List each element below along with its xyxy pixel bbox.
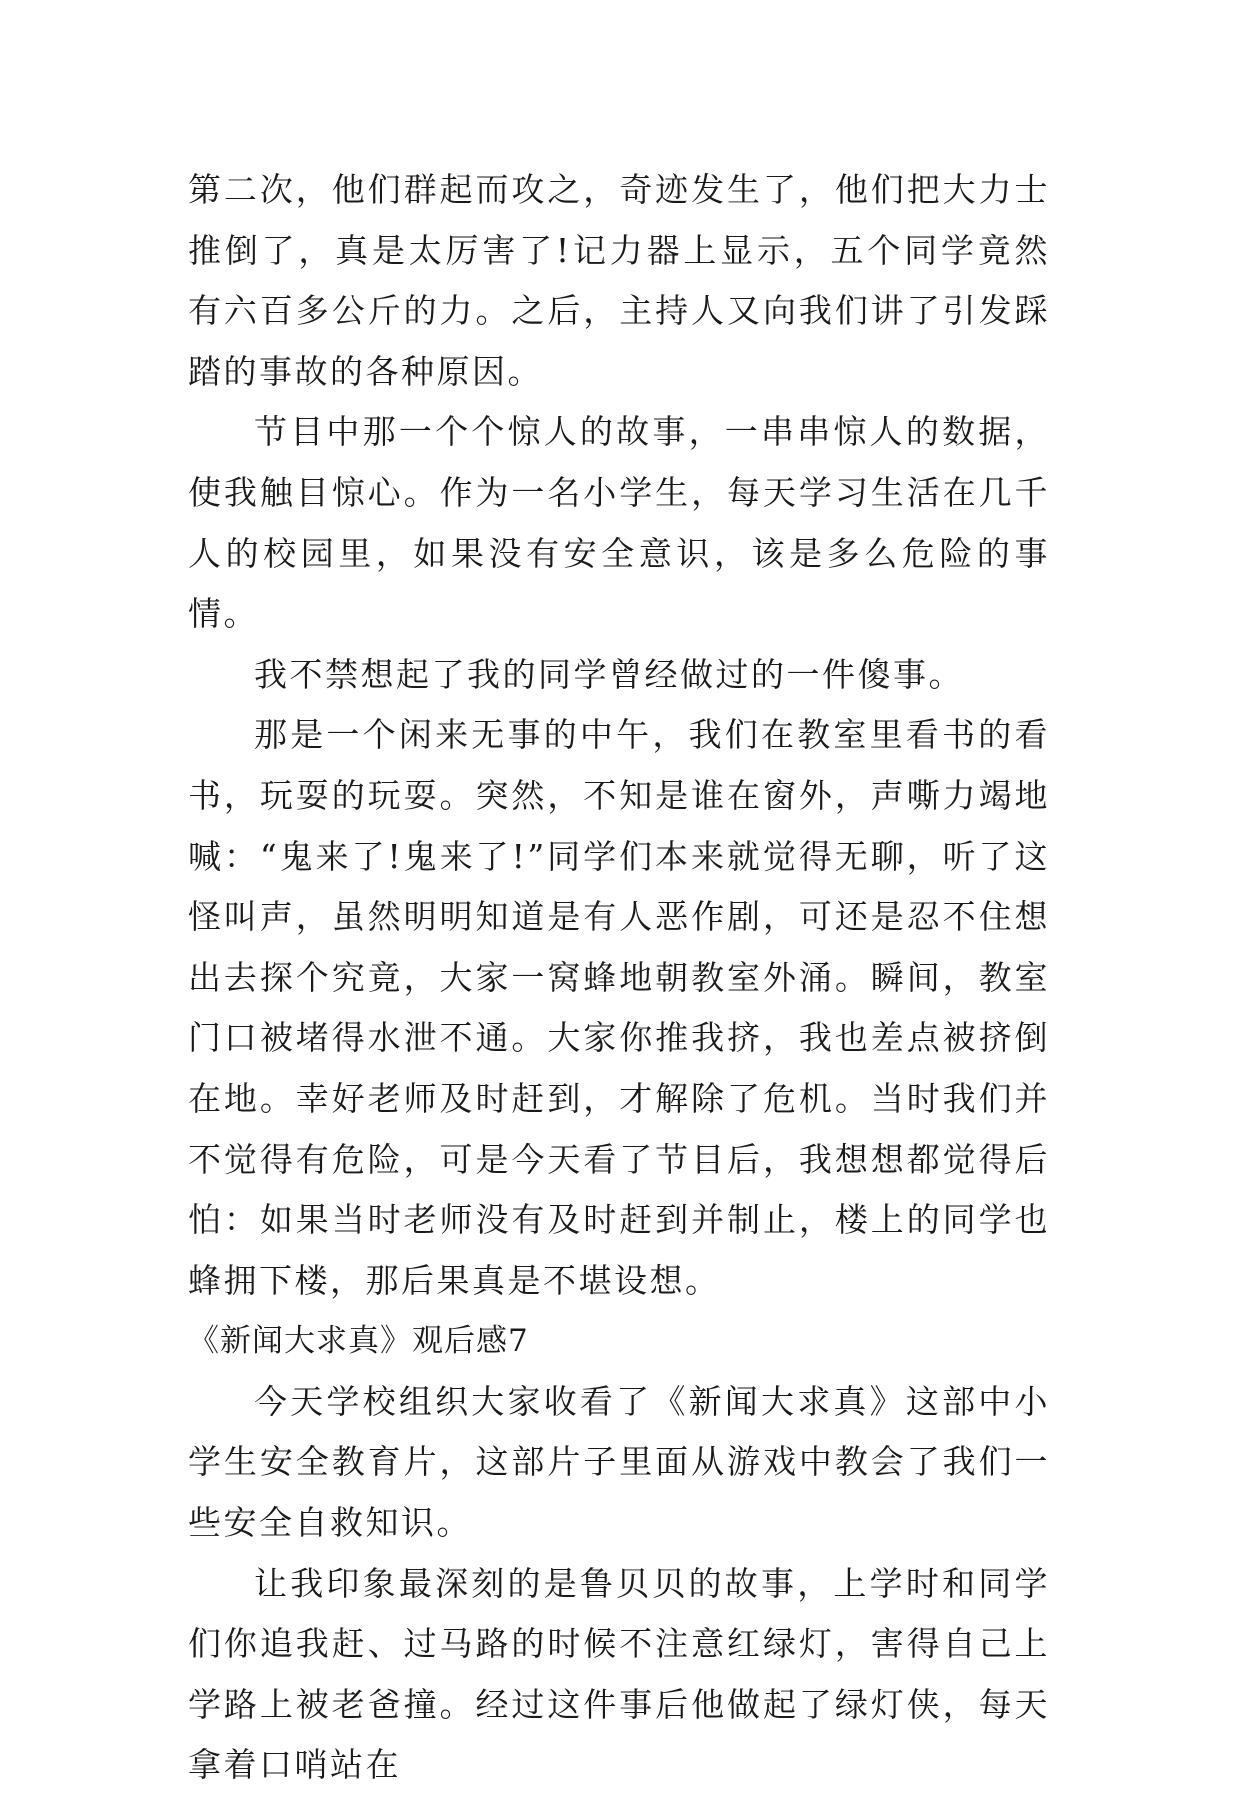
section-paragraph-1: 今天学校组织大家收看了《新闻大求真》这部中小学生安全教育片，这部片子里面从游戏中教会了我们一些安全自救知识。 (188, 1381, 1050, 1543)
paragraph-3: 我不禁想起了我的同学曾经做过的一件傻事。 (254, 654, 964, 694)
section-heading: 《新闻大求真》观后感7 (188, 1323, 529, 1360)
document-page (188, 160, 1050, 1796)
section-paragraph-2: 让我印象最深刻的是鲁贝贝的故事，上学时和同学们你追我赶、过马路的时候不注意红绿灯，害得自己上学路上被老爸撞。经过这件事后他做起了绿灯侠，每天拿着口哨站在 (188, 1563, 1050, 1785)
paragraph-2: 节目中那一个个惊人的故事，一串串惊人的数据，使我触目惊心。作为一名小学生，每天学习生活在几千人的校园里，如果没有安全意识，该是多么危险的事情。 (188, 412, 1050, 634)
paragraph-1: 第二次，他们群起而攻之，奇迹发生了，他们把大力士推倒了，真是太厉害了!记力器上显示，五个同学竟然有六百多公斤的力。之后，主持人又向我们讲了引发踩踏的事故的各种原因。 (188, 170, 1050, 391)
paragraph-4: 那是一个闲来无事的中午，我们在教室里看书的看书，玩耍的玩耍。突然，不知是谁在窗外，声嘶力竭地喊：“鬼来了!鬼来了!”同学们本来就觉得无聊，听了这怪叫声，虽然明明知道是有人恶作剧，可还是忍不住想出去探个究竟，大家一窝蜂地朝教室外涌。瞬间，教室门口被堵得水泄不通。大家你推我挤，我也差点被挤倒在地。幸好老师及时赶到，才解除了危机。当时我们并不觉得有危险，可是今天看了节目后，我想想都觉得后怕：如果当时老师没有及时赶到并制止，楼上的同学也蜂拥下楼，那后果真是不堪设想。 (188, 715, 1050, 1300)
